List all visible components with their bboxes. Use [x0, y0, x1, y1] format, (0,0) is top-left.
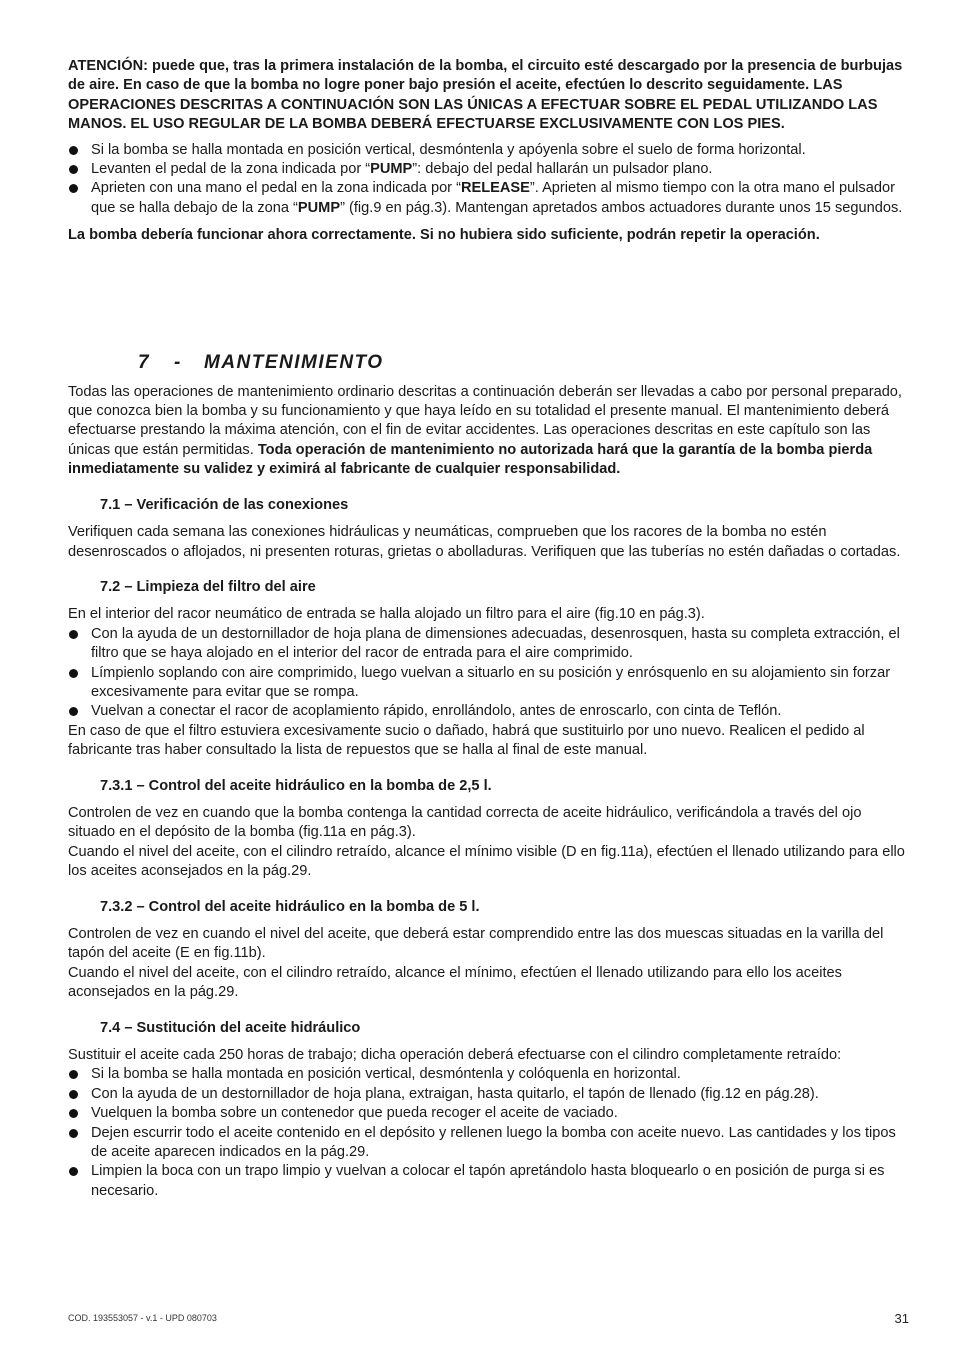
section-dash: -: [174, 351, 182, 373]
bullet-list: [68, 625, 910, 722]
paragraph: Controlen de vez en cuando el nivel del aceite, que deberá estar comprendido entre las dos muescas situadas en la varilla del tapón del aceite (E en fig.11b).: [68, 926, 884, 962]
paragraph: Sustituir el aceite cada 250 horas de trabajo; dicha operación deberá efectuarse con el cilindro completamente retraído:: [68, 1047, 842, 1064]
list-item: Con la ayuda de un destornillador de hoja plana, extraigan, hasta quitarlo, el tapón de llenado (fig.12 en pág.28).: [68, 1085, 910, 1104]
subsection-heading: 7.1 – Verificación de las conexiones: [100, 496, 349, 513]
list-item: Si la bomba se halla montada en posición vertical, desmóntenla y apóyenla sobre el suelo de forma horizontal.: [68, 141, 910, 160]
subsection-heading: 7.4 – Sustitución del aceite hidráulico: [100, 1019, 361, 1036]
paragraph: Controlen de vez en cuando que la bomba contenga la cantidad correcta de aceite hidráulico, verificándola a través del ojo situado en el depósito de la bomba (fig.11a en pág.3).: [68, 804, 862, 841]
warning-paragraph: ATENCIÓN: puede que, tras la primera instalación de la bomba, el circuito esté descargado por la presencia de burbujas de aire. En caso de que la bomba no logre poner bajo presión el aceite, efectúen lo descrito seguidamente. LAS OPERACIONES DESCRITAS A CONTINUACIÓN SON LAS ÚNICAS A EFECTUAR SOBRE EL PEDAL UTILIZANDO LAS MANOS. EL USO REGULAR DE LA BOMBA DEBERÁ EFECTUARSE EXCLUSIVAMENTE CON LOS PIES.: [68, 58, 903, 133]
paragraph: Cuando el nivel del aceite, con el cilindro retraído, alcance el mínimo visible (D en fig.11a), efectúen el llenado utilizando para ello los aceites aconsejados en la pág.29.: [68, 843, 905, 880]
section-title: MANTENIMIENTO: [204, 351, 384, 373]
bullet-list: [68, 1065, 910, 1201]
bullet-icon: [69, 707, 78, 716]
page-number: 31: [894, 1311, 909, 1326]
list-item: Aprieten con una mano el pedal en la zona indicada por “RELEASE”. Aprieten al mismo tiempo con la otra mano el pulsador que se halla debajo de la zona “PUMP” (fig.9 en pág.3). Mantengan apretados ambos actuadores durante unos 15 segundos.: [68, 179, 910, 218]
list-item: Vuelvan a conectar el racor de acoplamiento rápido, enrollándolo, antes de enroscarlo, con cinta de Teflón.: [68, 702, 910, 721]
list-item: Vuelquen la bomba sobre un contenedor que pueda recoger el aceite de vaciado.: [68, 1104, 910, 1123]
list-item: Dejen escurrir todo el aceite contenido en el depósito y rellenen luego la bomba con aceite nuevo. Las cantidades y los tipos de aceite aparecen indicados en la pág.29.: [68, 1124, 910, 1163]
closing-note: La bomba debería funcionar ahora correctamente. Si no hubiera sido suficiente, podrán repetir la operación.: [68, 227, 820, 244]
paragraph: En caso de que el filtro estuviera excesivamente sucio o dañado, habrá que sustituirlo por uno nuevo. Realicen el pedido al fabricante tras haber consultado la lista de repuestos que se halla al final de este manual.: [68, 722, 865, 759]
bullet-icon: [69, 165, 78, 174]
bullet-icon: [69, 1109, 78, 1118]
list-item: Límpienlo soplando con aire comprimido, luego vuelvan a situarlo en su posición y enrósquenlo en su alojamiento sin forzar excesivamente para evitar que se rompa.: [68, 664, 910, 703]
bullet-icon: [69, 1167, 78, 1176]
section-intro: Todas las operaciones de mantenimiento ordinario descritas a continuación deberán ser llevadas a cabo por personal preparado, que conozca bien la bomba y su funcionamiento y que haya leído en su totalidad el presente manual. El mantenimiento deberá efectuarse prestando la máxima atención, con el fin de evitar accidentes. Las operaciones descritas en este capítulo son las únicas que están permitidas. Toda operación de mantenimiento no autorizada hará que la garantía de la bomba pierda inmediatamente su validez y eximirá al fabricante de cualquier responsabilidad.: [68, 383, 902, 478]
bullet-icon: [69, 669, 78, 678]
intro-bullet-list: [68, 141, 910, 219]
subsection-heading: 7.3.2 – Control del aceite hidráulico en la bomba de 5 l.: [100, 898, 480, 915]
document-code: COD. 193553057 - v.1 - UPD 080703: [68, 1313, 217, 1323]
section-number: 7: [138, 351, 151, 373]
subsection-heading: 7.2 – Limpieza del filtro del aire: [100, 578, 316, 595]
subsection-heading: 7.3.1 – Control del aceite hidráulico en la bomba de 2,5 l.: [100, 777, 492, 794]
paragraph: En el interior del racor neumático de entrada se halla alojado un filtro para el aire (fig.10 en pág.3).: [68, 606, 705, 623]
bullet-icon: [69, 146, 78, 155]
list-item: Levanten el pedal de la zona indicada por “PUMP”: debajo del pedal hallarán un pulsador plano.: [68, 160, 910, 179]
bullet-icon: [69, 1129, 78, 1138]
list-item: Si la bomba se halla montada en posición vertical, desmóntenla y colóquenla en horizontal.: [68, 1065, 910, 1084]
page-content: [68, 57, 910, 1201]
bullet-icon: [69, 1070, 78, 1079]
list-item: Con la ayuda de un destornillador de hoja plana de dimensiones adecuadas, desenrosquen, hasta su completa extracción, el filtro que se haya alojado en el interior del racor de entrada para el aire comprimido.: [68, 625, 910, 664]
bullet-icon: [69, 630, 78, 639]
paragraph: Verifiquen cada semana las conexiones hidráulicas y neumáticas, comprueben que los racores de la bomba no estén desenroscados o aflojados, ni presenten roturas, grietas o abolladuras. Verifiquen que las tuberías no estén dañadas o cortadas.: [68, 524, 901, 560]
list-item: Limpien la boca con un trapo limpio y vuelvan a colocar el tapón apretándolo hasta bloquearlo o en posición de purga si es necesario.: [68, 1162, 910, 1201]
paragraph: Cuando el nivel del aceite, con el cilindro retraído, alcance el mínimo, efectúen el llenado utilizando para ello los aceites aconsejados en la pág.29.: [68, 964, 842, 1001]
section-heading: [138, 349, 910, 377]
bullet-icon: [69, 1090, 78, 1099]
bullet-icon: [69, 184, 78, 193]
